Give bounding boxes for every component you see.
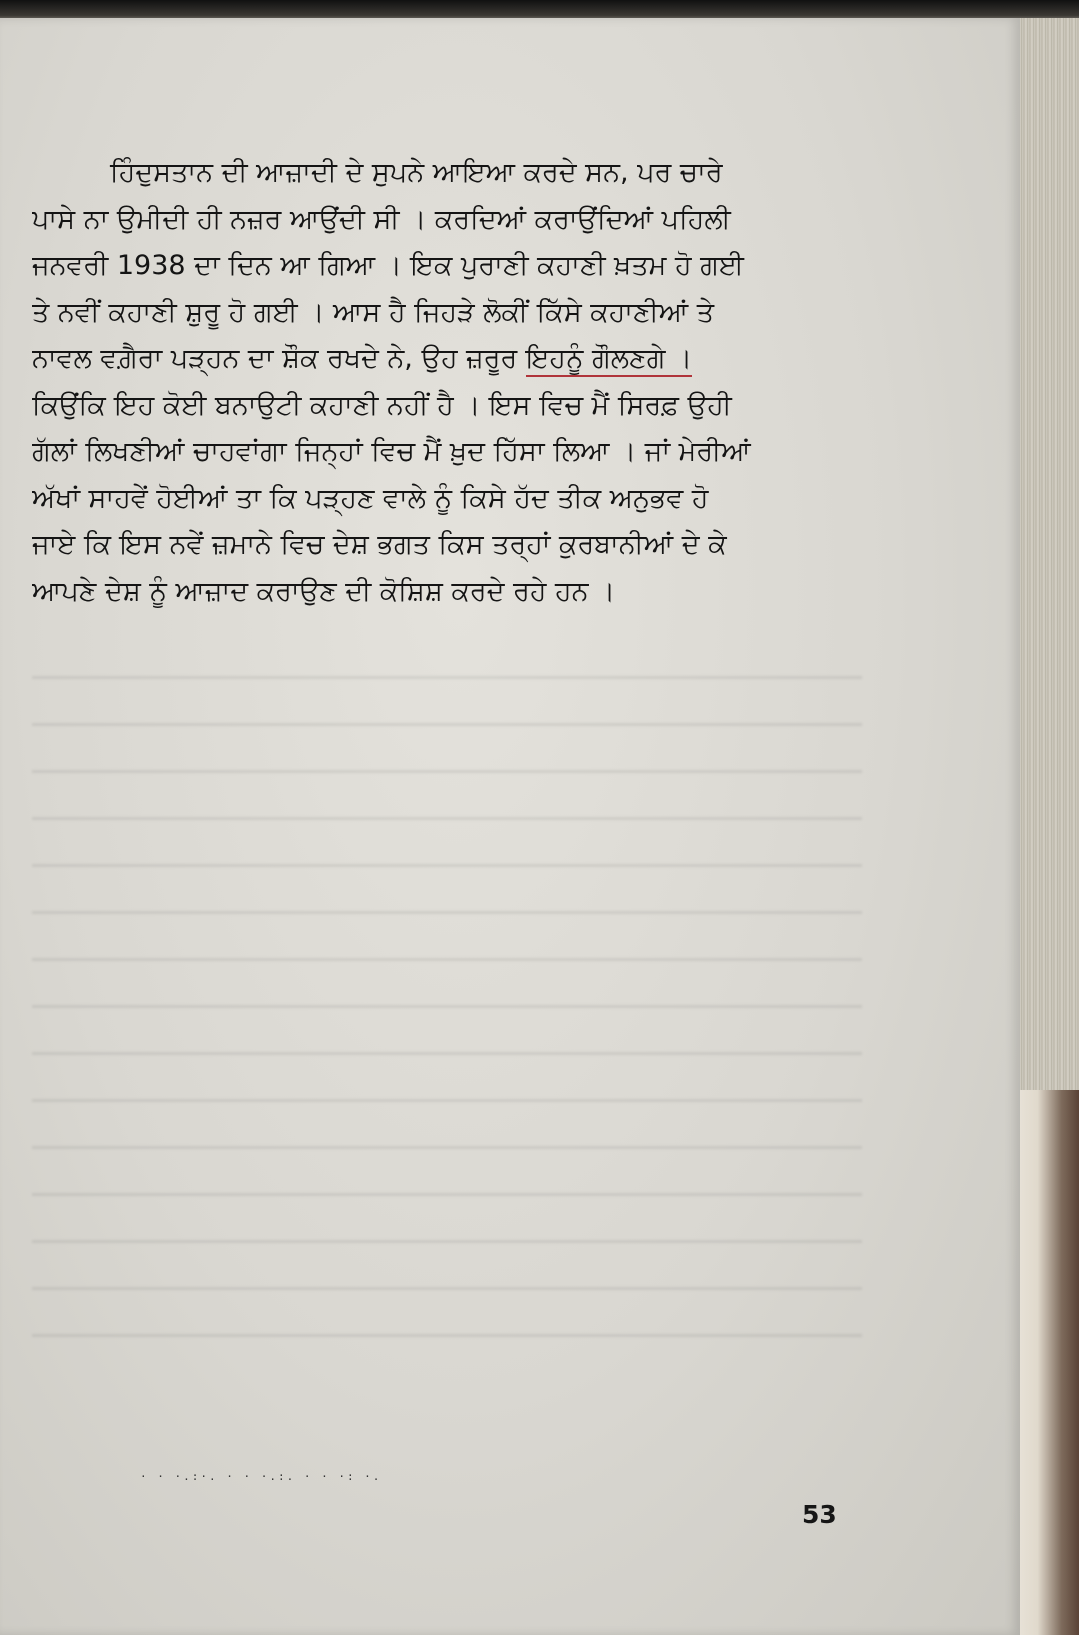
text-line: ਤੇ ਨਵੀਂ ਕਹਾਣੀ ਸ਼ੁਰੂ ਹੋ ਗਈ । ਆਸ ਹੈ ਜਿਹੜੇ ਲੋਕੀਂ ਕਿੱਸੇ ਕਹਾਣੀਆਂ ਤੇ: [32, 296, 715, 328]
text-line: ਜਾਏ ਕਿ ਇਸ ਨਵੇਂ ਜ਼ਮਾਨੇ ਵਿਚ ਦੇਸ਼ ਭਗਤ ਕਿਸ ਤਰ੍ਹਾਂ ਕੁਰਬਾਨੀਆਂ ਦੇ ਕੇ: [32, 529, 727, 560]
book-edge-lower: [1010, 1090, 1079, 1635]
text-line: [32, 336, 838, 383]
print-specks: · · ·.:·. · · ·.:. · · ·: ·.: [140, 1470, 382, 1483]
text-line: ਗੱਲਾਂ ਲਿਖਣੀਆਂ ਚਾਹਵਾਂਗਾ ਜਿਨ੍ਹਾਂ ਵਿਚ ਮੈਂ ਖ਼ੁਦ ਹਿੱਸਾ ਲਿਆ । ਜਾਂ ਮੇਰੀਆਂ: [32, 436, 751, 467]
bleed-through-text: [32, 648, 862, 1348]
text-line: ਪਾਸੇ ਨਾ ਉਮੀਦੀ ਹੀ ਨਜ਼ਰ ਆਉਂਦੀ ਸੀ । ਕਰਦਿਆਂ ਕਰਾਉਂਦਿਆਂ ਪਹਿਲੀ: [32, 203, 731, 235]
underlined-phrase: ਇਹਨੂੰ ਗੌਲਣਗੇ ।: [526, 343, 692, 377]
text-line: ਆਪਣੇ ਦੇਸ਼ ਨੂੰ ਆਜ਼ਾਦ ਕਰਾਉਣ ਦੀ ਕੋਸ਼ਿਸ਼ ਕਰਦੇ ਰਹੇ ਹਨ ।: [32, 575, 616, 607]
text-line: ਹਿੰਦੁਸਤਾਨ ਦੀ ਆਜ਼ਾਦੀ ਦੇ ਸੁਪਨੇ ਆਇਆ ਕਰਦੇ ਸਨ, ਪਰ ਚਾਰੇ: [110, 157, 723, 188]
page-number: 53: [802, 1500, 837, 1529]
text-line: ਕਿਉਂਕਿ ਇਹ ਕੋਈ ਬਨਾਉਟੀ ਕਹਾਣੀ ਨਹੀਂ ਹੈ । ਇਸ ਵਿਚ ਮੈਂ ਸਿਰਫ਼ ਉਹੀ: [32, 389, 732, 421]
text-segment: ਨਾਵਲ ਵਗ਼ੈਰਾ ਪੜ੍ਹਨ ਦਾ ਸ਼ੌਕ ਰਖਦੇ ਨੇ, ਉਹ ਜ਼ਰੂਰ: [32, 343, 518, 374]
text-line: ਜਨਵਰੀ 1938 ਦਾ ਦਿਨ ਆ ਗਿਆ । ਇਕ ਪੁਰਾਣੀ ਕਹਾਣੀ ਖ਼ਤਮ ਹੋ ਗਈ: [32, 250, 744, 281]
text-line: ਅੱਖਾਂ ਸਾਹਵੇਂ ਹੋਈਆਂ ਤਾ ਕਿ ਪੜ੍ਹਣ ਵਾਲੇ ਨੂੰ ਕਿਸੇ ਹੱਦ ਤੀਕ ਅਨੁਭਵ ਹੋ: [32, 482, 709, 514]
body-text: [32, 150, 838, 615]
